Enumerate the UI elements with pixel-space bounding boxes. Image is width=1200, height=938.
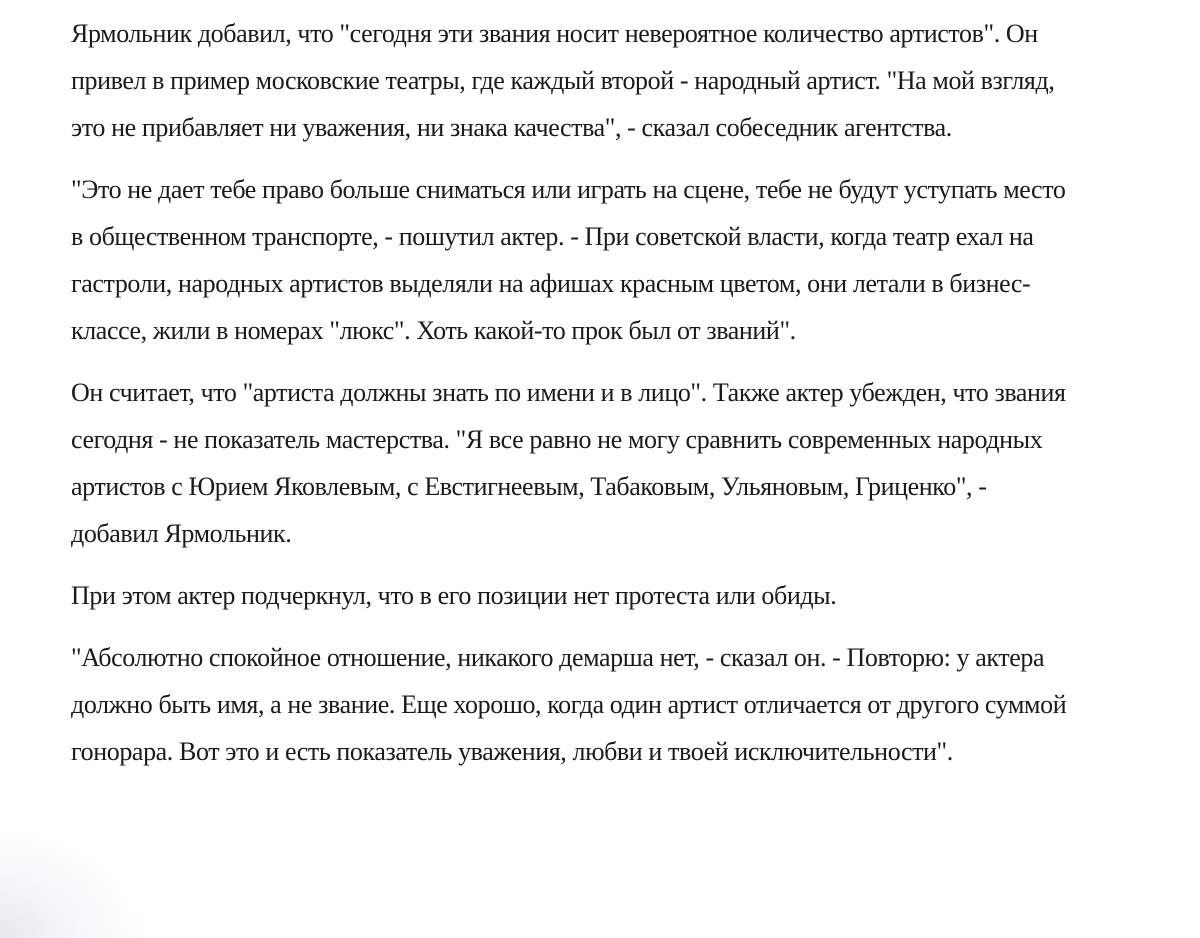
corner-shadow bbox=[0, 828, 140, 938]
article-body bbox=[71, 10, 1071, 790]
article-paragraph-2: "Это не дает тебе право больше сниматься или играть на сцене, тебе не будут уступать место в общественном транспорте, - пошутил актер. - При советской власти, когда театр ехал на гастроли, народных артистов выделяли на афишах красным цветом, они летали в бизнес-классе, жили в номерах "люкс". Хоть какой-то прок был от званий". bbox=[71, 175, 1066, 345]
article-paragraph-3: Он считает, что "артиста должны знать по имени и в лицо". Также актер убежден, что звания сегодня - не показатель мастерства. "Я все равно не могу сравнить современных народных артистов с Юрием Яковлевым, с Евстигнеевым, Табаковым, Ульяновым, Гриценко", - добавил Ярмольник. bbox=[71, 378, 1066, 548]
article-paragraph-5: "Абсолютно спокойное отношение, никакого демарша нет, - сказал он. - Повторю: у актера должно быть имя, а не звание. Еще хорошо, когда один артист отличается от другого суммой гонорара. Вот это и есть показатель уважения, любви и твоей исключительности". bbox=[71, 643, 1067, 766]
article-paragraph-1: Ярмольник добавил, что "сегодня эти звания носит невероятное количество артистов". Он привел в пример московские театры, где каждый второй - народный артист. "На мой взгляд, это не прибавляет ни уважения, ни знака качества", - сказал собеседник агентства. bbox=[71, 19, 1055, 142]
article-paragraph-4: При этом актер подчеркнул, что в его позиции нет протеста или обиды. bbox=[71, 581, 837, 610]
